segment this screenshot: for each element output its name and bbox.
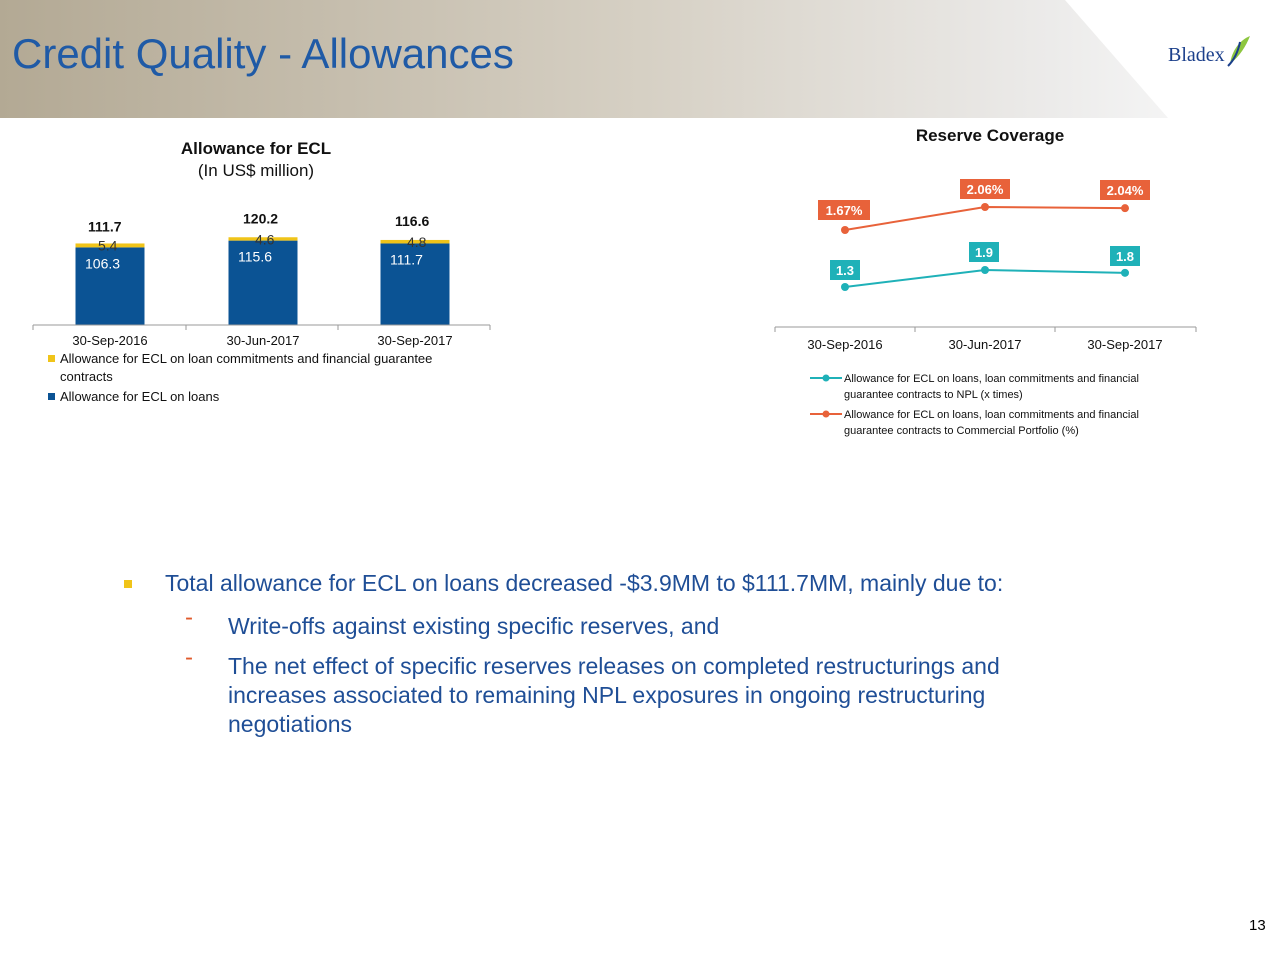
sub-bullet-text: Write-offs against existing specific reserves, and [228,613,720,639]
reserve-coverage-chart [760,120,1240,440]
bar-legend-label: Allowance for ECL on loan commitments and financial guarantee [60,351,433,366]
npl-coverage-point [1121,269,1129,277]
allowance-ecl-chart [0,130,520,430]
portfolio-coverage-point [841,226,849,234]
npl-coverage-point [841,283,849,291]
bar-category-label: 30-Sep-2017 [377,333,453,348]
npl-coverage-label: 1.8 [1115,249,1135,264]
line-legend-label: guarantee contracts to NPL (x times) [844,389,1023,401]
bar-total-label: 111.7 [88,218,122,235]
npl-coverage-label: 1.3 [835,263,855,278]
line-category-label: 30-Sep-2017 [1087,337,1163,352]
sub-bullet-text: negotiations [228,711,353,737]
line-category-label: 30-Sep-2016 [807,337,883,352]
npl-coverage-label: 1.9 [974,245,994,260]
logo-text: Bladex [1168,44,1225,66]
line-legend-label: Allowance for ECL on loans, loan commitments and financial [844,409,1139,421]
bar-legend-swatch [48,393,55,400]
line-legend-label: Allowance for ECL on loans, loan commitments and financial [844,373,1139,385]
portfolio-coverage-point [1121,204,1129,212]
leaf-icon [1224,30,1254,70]
portfolio-coverage-label: 2.06% [966,182,1004,197]
page-title: Credit Quality - Allowances [12,30,514,77]
line-legend-marker [823,411,830,418]
bar-commitments-label: 4.8 [407,233,427,250]
bar-chart-title: Allowance for ECL [180,139,332,158]
bar-total-label: 120.2 [243,210,279,227]
page-number: 13 [1249,917,1266,934]
bladex-logo [1168,30,1248,70]
line-legend-label: guarantee contracts to Commercial Portfolio (%) [844,425,1079,437]
sub-bullet-text: The net effect of specific reserves releases on completed restructurings and [228,653,1000,679]
dash-icon: - [185,604,193,631]
bar-total-label: 116.6 [395,212,430,229]
bar-commitments-label: 5.4 [98,237,118,254]
bar-legend-swatch [48,355,55,362]
portfolio-coverage-label: 2.04% [1106,183,1144,198]
bullet-main-text: Total allowance for ECL on loans decreased -$3.9MM to $111.7MM, mainly due to: [165,570,1004,596]
dash-icon: - [185,644,193,671]
bar-legend-label: contracts [60,369,113,384]
portfolio-coverage-point [981,203,989,211]
line-category-label: 30-Jun-2017 [948,337,1022,352]
bar-category-label: 30-Sep-2016 [72,333,148,348]
bar-commitments-label: 4.6 [255,231,275,248]
sub-bullet-text: increases associated to remaining NPL exposures in ongoing restructuring [228,682,986,708]
portfolio-coverage-label: 1.67% [825,203,863,218]
line-chart-title: Reserve Coverage [915,126,1065,145]
bar-loans-label: 115.6 [238,248,272,265]
bar-legend-label: Allowance for ECL on loans [60,389,220,404]
line-legend-marker [823,375,830,382]
bar-chart-subtitle: (In US$ million) [197,161,315,180]
npl-coverage-point [981,266,989,274]
bar-loans-label: 111.7 [390,251,423,268]
bar-loans-label: 106.3 [85,255,121,272]
bullet-square-icon [124,580,132,588]
bar-category-label: 30-Jun-2017 [226,333,300,348]
